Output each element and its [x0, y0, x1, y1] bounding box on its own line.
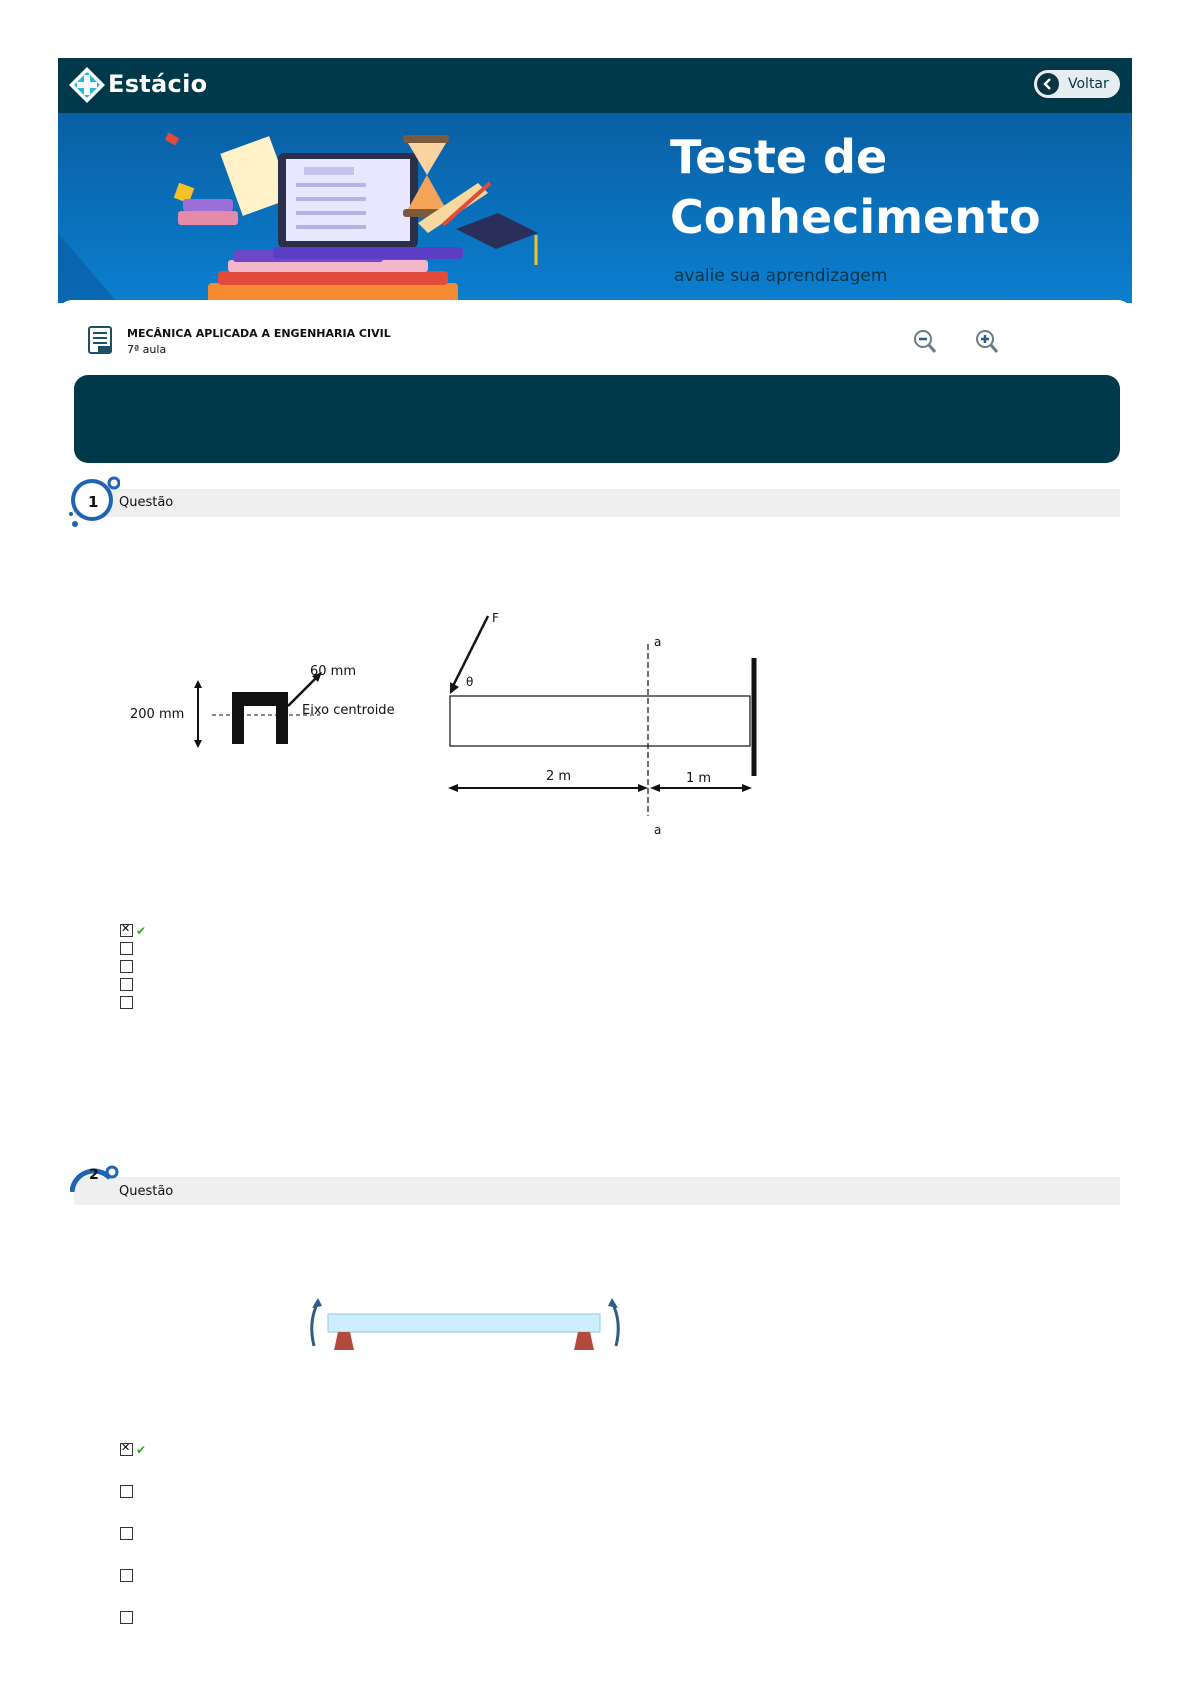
- zoom-out-icon[interactable]: [913, 329, 937, 355]
- centroid-axis-label: Eixo centroide: [302, 703, 395, 718]
- info-panel: [74, 375, 1120, 463]
- banner-title-line1: Teste de: [670, 130, 888, 184]
- option-checkbox[interactable]: [120, 978, 133, 991]
- back-button-label: Voltar: [1068, 76, 1109, 92]
- document-icon: [88, 326, 112, 354]
- option-checkbox[interactable]: [120, 1611, 133, 1624]
- section-cut-label-top: a: [654, 635, 662, 649]
- option-checkbox[interactable]: [120, 924, 133, 937]
- width-dimension-label: 60 mm: [310, 664, 357, 679]
- course-lesson: 7ª aula: [127, 343, 167, 356]
- top-bar: [58, 58, 1132, 113]
- option-checkbox[interactable]: [120, 942, 133, 955]
- angle-label: θ: [466, 675, 474, 689]
- force-label: F: [492, 611, 499, 625]
- left-support: [334, 1332, 354, 1350]
- correct-check-icon: ✔: [136, 1443, 147, 1457]
- back-button[interactable]: [1032, 68, 1122, 100]
- option-checkbox[interactable]: [120, 960, 133, 973]
- question-label: Questão: [119, 1184, 174, 1199]
- right-moment-arrow: [612, 1302, 618, 1346]
- zoom-in-icon[interactable]: [975, 329, 999, 355]
- beam: [328, 1314, 600, 1332]
- correct-check-icon: ✔: [136, 924, 147, 938]
- question-header: [74, 489, 1120, 517]
- section-cut-label-bottom: a: [654, 823, 662, 837]
- option-checkbox[interactable]: [120, 1527, 133, 1540]
- estacio-logo-icon: [68, 66, 106, 104]
- banner-title-line2: Conhecimento: [670, 190, 1041, 244]
- chevron-left-icon: [1037, 73, 1059, 95]
- option-checkbox[interactable]: [120, 1485, 133, 1498]
- question-number: 1: [88, 493, 99, 511]
- question-label: Questão: [119, 495, 174, 510]
- right-support: [574, 1332, 594, 1350]
- option-checkbox[interactable]: [120, 996, 133, 1009]
- cross-section-shape: [232, 692, 288, 744]
- height-dimension-label: 200 mm: [130, 707, 185, 722]
- length-label-2: 1 m: [686, 771, 712, 786]
- left-moment-arrow: [312, 1302, 318, 1346]
- beam: [450, 696, 750, 746]
- brand-name: Estácio: [108, 70, 208, 98]
- option-checkbox[interactable]: [120, 1443, 133, 1456]
- question-header: [74, 1177, 1120, 1205]
- question-1-figure: [120, 608, 780, 838]
- length-label-1: 2 m: [546, 769, 572, 784]
- question-number: 2: [89, 1167, 99, 1183]
- question-2-figure: [300, 1292, 630, 1360]
- banner-subtitle: avalie sua aprendizagem: [674, 266, 888, 286]
- option-checkbox[interactable]: [120, 1569, 133, 1582]
- course-title: MECÂNICA APLICADA A ENGENHARIA CIVIL: [127, 327, 391, 340]
